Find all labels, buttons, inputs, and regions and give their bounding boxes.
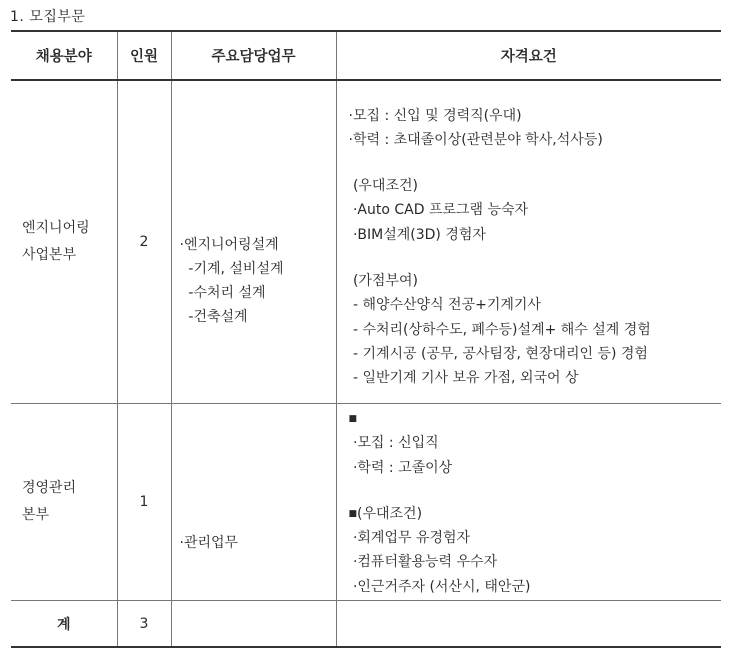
requirement-item: ·학력 : 초대졸이상(관련분야 학사,석사등) (348, 131, 603, 148)
bonus-item: - 일반기계 기사 보유 가점, 외국어 상 (348, 370, 579, 387)
duty-item: ·관리업무 (179, 535, 239, 552)
field-cell (11, 404, 117, 601)
empty-cell (171, 601, 336, 648)
count-cell: 1 (117, 404, 171, 601)
square-bullet-icon: ■ (348, 508, 358, 519)
preferred-title: (우대조건) (348, 178, 418, 195)
empty-cell (336, 601, 721, 648)
requirement-item: ·학력 : 고졸이상 (348, 459, 453, 476)
requirement-item: ·모집 : 신입직 (348, 435, 439, 452)
field-cell (11, 80, 117, 404)
header-field: 채용분야 (11, 31, 117, 80)
total-label: 계 (11, 601, 117, 648)
duties-cell (171, 80, 336, 404)
table-row (11, 404, 721, 601)
preferred-item: ·BIM설계(3D) 경험자 (348, 226, 486, 243)
field-line: 엔지니어링 (22, 220, 90, 236)
field-line: 사업본부 (22, 247, 77, 263)
header-count: 인원 (117, 31, 171, 80)
preferred-item: ·컴퓨터활용능력 우수자 (348, 554, 498, 571)
requirements-cell (336, 80, 721, 404)
duty-item: -수처리 설계 (179, 285, 266, 301)
section-title: 1. 모집부문 (10, 9, 86, 25)
field-line: 경영관리 (22, 480, 77, 497)
requirement-item: ·모집 : 신입 및 경력직(우대) (348, 107, 522, 124)
header-duties: 주요담당업무 (171, 31, 336, 80)
preferred-title: (우대조건) (357, 505, 423, 522)
duties-cell (171, 404, 336, 601)
preferred-item: ·인근거주자 (서산시, 태안군) (348, 578, 531, 595)
total-row (11, 601, 721, 648)
duty-item: -기계, 설비설계 (179, 261, 284, 277)
duty-item: -건축설계 (179, 309, 248, 325)
bonus-title: (가점부여) (348, 273, 418, 289)
square-bullet-icon: ■ (348, 414, 358, 424)
preferred-item: ·회계업무 유경험자 (348, 530, 471, 547)
count-cell: 2 (117, 80, 171, 404)
table-header-row (11, 31, 721, 80)
header-requirements: 자격요건 (336, 31, 721, 80)
bonus-item: - 해양수산양식 전공+기계기사 (348, 297, 541, 314)
bonus-item: - 수처리(상하수도, 폐수등)설계+ 해수 설계 경험 (348, 321, 651, 338)
duty-item: ·엔지니어링설계 (179, 237, 279, 253)
requirements-cell (336, 404, 721, 601)
preferred-item: ·Auto CAD 프로그램 능숙자 (348, 202, 529, 219)
recruitment-table (11, 30, 721, 648)
field-line: 본부 (22, 507, 50, 524)
total-count: 3 (117, 601, 171, 648)
bonus-item: - 기계시공 (공무, 공사팀장, 현장대리인 등) 경험 (348, 345, 648, 362)
table-row (11, 80, 721, 404)
